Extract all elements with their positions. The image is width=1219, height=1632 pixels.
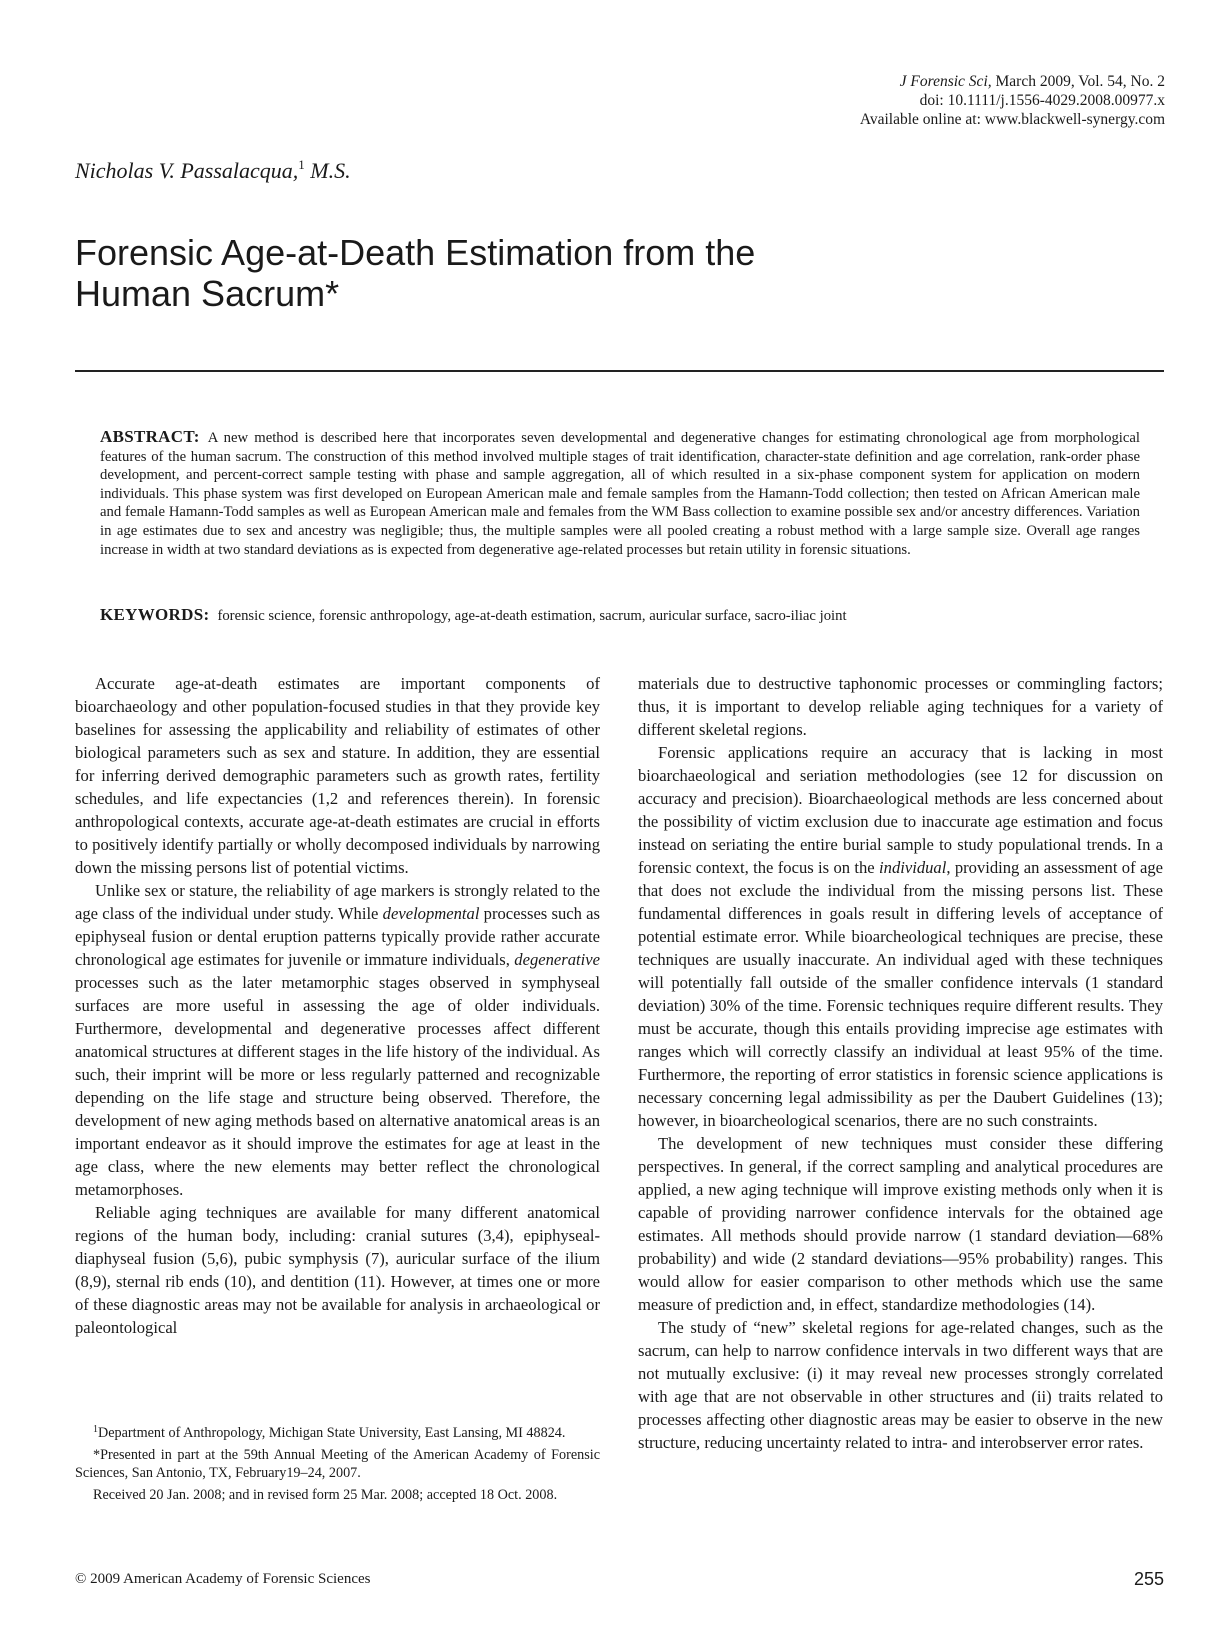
page-number: 255 [1133,1569,1164,1589]
text-span: Forensic applications require an accuracy that is lacking in most bioarchaeological and seriation methodologies (see 12 for discussion on accuracy and precision). Bioarchaeological methods are less concerned about the possibility of victim exclusion due to inaccurate age estimation and focus instead on seriating the entire burial sample to study populational trends. In a forensic context, the focus is on the [638,743,1163,877]
right-column [638,672,1163,1454]
article-title-line2: Human Sacrum* [75,273,340,314]
paragraph: Reliable aging techniques are available for many different anatomical regions of the human body, including: cranial sutures (3,4), epiphyseal-diaphyseal fusion (5,6), pubic symphysis (7), auricular surface of the ilium (8,9), sternal rib ends (10), and dentition (11). However, at times one or more of these diagnostic areas may not be available for analysis in archaeological or paleontological [75,1203,600,1337]
emphasis: degenerative [514,950,600,969]
paragraph [75,879,600,1201]
abstract-text: A new method is described here that incorporates seven developmental and degenerative changes for estimating chronological age from morphological features of the human sacrum. The construction of this method involved multiple stages of trait identification, character-state definition and age correlation, rank-order phase development, and percent-correct sample testing with phase and sample aggregation, all of which resulted in a six-phase component system for application on modern individuals. This phase system was first developed on European American male and female samples from the Hamann-Todd collection; then tested on African American male and female Hamann-Todd samples as well as European American male and females from the WM Bass collection to examine possible sex and/or ancestry differences. Variation in age estimates due to sex and ancestry was negligible; thus, the multiple samples were all pooled creating a robust method with a large sample size. Overall age ranges increase in width at two standard deviations as is expected from degenerative age-related processes but retain utility in forensic situations. [100,430,1140,558]
journal-issue: March 2009, Vol. 54, No. 2 [991,73,1165,90]
paragraph [638,741,1163,1132]
doi: doi: 10.1111/j.1556-4029.2008.00977.x [919,92,1165,109]
footnotes [75,1424,600,1508]
footer-copyright: © 2009 American Academy of Forensic Sciences [75,1571,371,1587]
paragraph: The study of “new” skeletal regions for age-related changes, such as the sacrum, can help to narrow confidence intervals in two different ways that are not mutually exclusive: (i) it may reveal new processes strongly correlated with age that are not observable in other structures and (ii) traits related to processes affecting other diagnostic areas may be easier to observe in the new structure, reducing uncertainty related to intra- and interobserver error rates. [638,1318,1163,1452]
title-divider [75,370,1164,372]
text-span: processes such as the later metamorphic stages observed in symphyseal surfaces are more useful in assessing the age of older individuals. Furthermore, developmental and degenerative processes affect different anatomical structures at different stages in the life history of the individual. As such, their imprint will be more or less regularly patterned and recognizable depending on the life stage and structure being observed. Therefore, the development of new aging methods based on alternative anatomical areas is an important endeavor as it should improve the estimates for age at least in the age class, where the new elements may better reflect the chronological metamorphoses. [75,973,600,1199]
text-span: processes such as epiphyseal fusion or dental eruption patterns typically provide rather accurate chronological age estimates for juvenile or immature individuals, [75,904,600,969]
footnote-received: Received 20 Jan. 2008; and in revised form 25 Mar. 2008; accepted 18 Oct. 2008. [93,1487,558,1503]
article-title [75,232,895,314]
journal-citation [860,72,1165,91]
author-affiliation-mark: 1 [298,157,305,172]
emphasis: individual [879,858,947,877]
keywords [100,605,1140,625]
footnote-mark: 1 [93,1424,98,1435]
paragraph: materials due to destructive taphonomic processes or commingling factors; thus, it is important to develop reliable aging techniques for a variety of different skeletal regions. [638,674,1163,739]
keywords-text: forensic science, forensic anthropology, age-at-death estimation, sacrum, auricular surface, sacro-iliac joint [217,608,847,624]
abstract-label: ABSTRACT: [100,427,200,446]
keywords-label: KEYWORDS: [100,605,210,624]
author-degree: M.S. [304,158,351,183]
journal-header [860,72,1165,129]
footnote-presented: *Presented in part at the 59th Annual Meeting of the American Academy of Forensic Sciences, San Antonio, TX, February19–24, 2007. [75,1447,600,1481]
paragraph: Accurate age-at-death estimates are important components of bioarchaeology and other population-focused studies in that they provide key baselines for assessing the applicability and reliability of estimates of other biological parameters such as sex and stature. In addition, they are essential for inferring derived demographic parameters such as growth rates, fertility schedules, and life expectancies (1,2 and references therein). In forensic anthropological contexts, accurate age-at-death estimates are crucial in efforts to positively identify partially or wholly decomposed individuals by narrowing down the missing persons list of potential victims. [75,674,600,877]
emphasis: developmental [382,904,480,923]
footnote-affiliation [75,1424,600,1442]
footnote-text: Department of Anthropology, Michigan State University, East Lansing, MI 48824. [98,1425,566,1441]
text-span: , providing an assessment of age that does not exclude the individual from the missing persons list. These fundamental differences in goals result in differing levels of acceptance of potential estimate error. While bioarcheological techniques are precise, these techniques are usually inaccurate. An individual aged with these techniques will potentially fall outside of the smaller confidence intervals (1 standard deviation) 30% of the time. Forensic techniques require different results. They must be accurate, though this entails providing imprecise age estimates with ranges which will correctly classify an individual at least 95% of the time. Furthermore, the reporting of error statistics in forensic science applications is necessary concerning legal admissibility as per the Daubert Guidelines (13); however, in bioarcheological scenarios, there are no such constraints. [638,858,1164,1130]
journal-name: J Forensic Sci, [899,73,992,90]
text-span: Unlike sex or stature, the reliability of age markers is strongly related to the age class of the individual under study. While [75,881,600,923]
paragraph: The development of new techniques must consider these differing perspectives. In general, if the correct sampling and analytical procedures are applied, a new aging technique will improve existing methods only when it is capable of providing narrower confidence intervals for the obtained age estimates. All methods should provide narrow (1 standard deviation—68% probability) and wide (2 standard deviations—95% probability) ranges. This would allow for easier comparison to other methods which use the same measure of prediction and, in effect, standardize methodologies (14). [638,1134,1163,1314]
author-name: Nicholas V. Passalacqua, [75,158,299,183]
availability: Available online at: www.blackwell-synergy.com [859,111,1165,128]
left-column [75,672,600,1339]
author-line [75,158,351,184]
article-title-line1: Forensic Age-at-Death Estimation from the [75,232,756,273]
abstract [100,428,1140,559]
